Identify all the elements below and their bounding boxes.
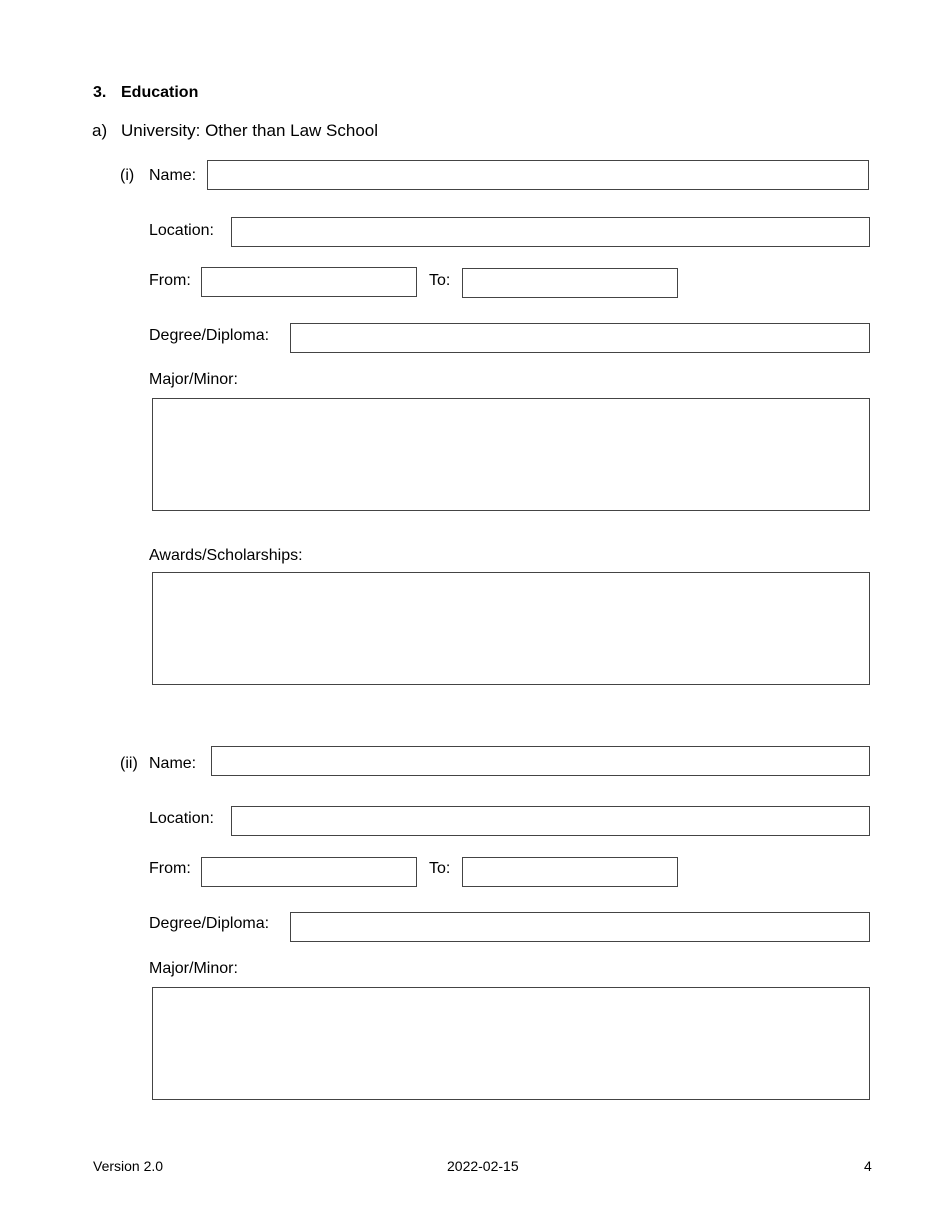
- section-number: 3.: [93, 84, 107, 101]
- footer-date: 2022-02-15: [447, 1158, 519, 1174]
- name-label: Name:: [149, 167, 197, 184]
- degree-input[interactable]: [290, 912, 870, 942]
- major-label: Major/Minor:: [149, 371, 238, 388]
- major-textarea[interactable]: [152, 987, 870, 1100]
- to-label: To:: [429, 860, 451, 877]
- location-label: Location:: [149, 222, 214, 239]
- section-title: Education: [121, 84, 199, 101]
- subsection-marker: a): [92, 121, 108, 140]
- major-label: Major/Minor:: [149, 960, 238, 977]
- major-textarea[interactable]: [152, 398, 870, 511]
- degree-label: Degree/Diploma:: [149, 915, 270, 932]
- footer-version: Version 2.0: [93, 1158, 164, 1174]
- page-number: 4: [864, 1158, 872, 1174]
- to-input[interactable]: [462, 857, 678, 887]
- degree-input[interactable]: [290, 323, 870, 353]
- from-label: From:: [149, 272, 191, 289]
- from-input[interactable]: [201, 857, 417, 887]
- awards-label: Awards/Scholarships:: [149, 547, 303, 564]
- location-input[interactable]: [231, 806, 870, 836]
- entry-marker: (i): [120, 167, 135, 184]
- subsection-title: University: Other than Law School: [121, 121, 379, 140]
- from-input[interactable]: [201, 267, 417, 297]
- name-input[interactable]: [207, 160, 869, 190]
- degree-label: Degree/Diploma:: [149, 327, 270, 344]
- awards-textarea[interactable]: [152, 572, 870, 685]
- name-input[interactable]: [211, 746, 870, 776]
- name-label: Name:: [149, 755, 197, 772]
- entry-marker: (ii): [120, 755, 138, 772]
- to-label: To:: [429, 272, 451, 289]
- to-input[interactable]: [462, 268, 678, 298]
- from-label: From:: [149, 860, 191, 877]
- location-label: Location:: [149, 810, 214, 827]
- location-input[interactable]: [231, 217, 870, 247]
